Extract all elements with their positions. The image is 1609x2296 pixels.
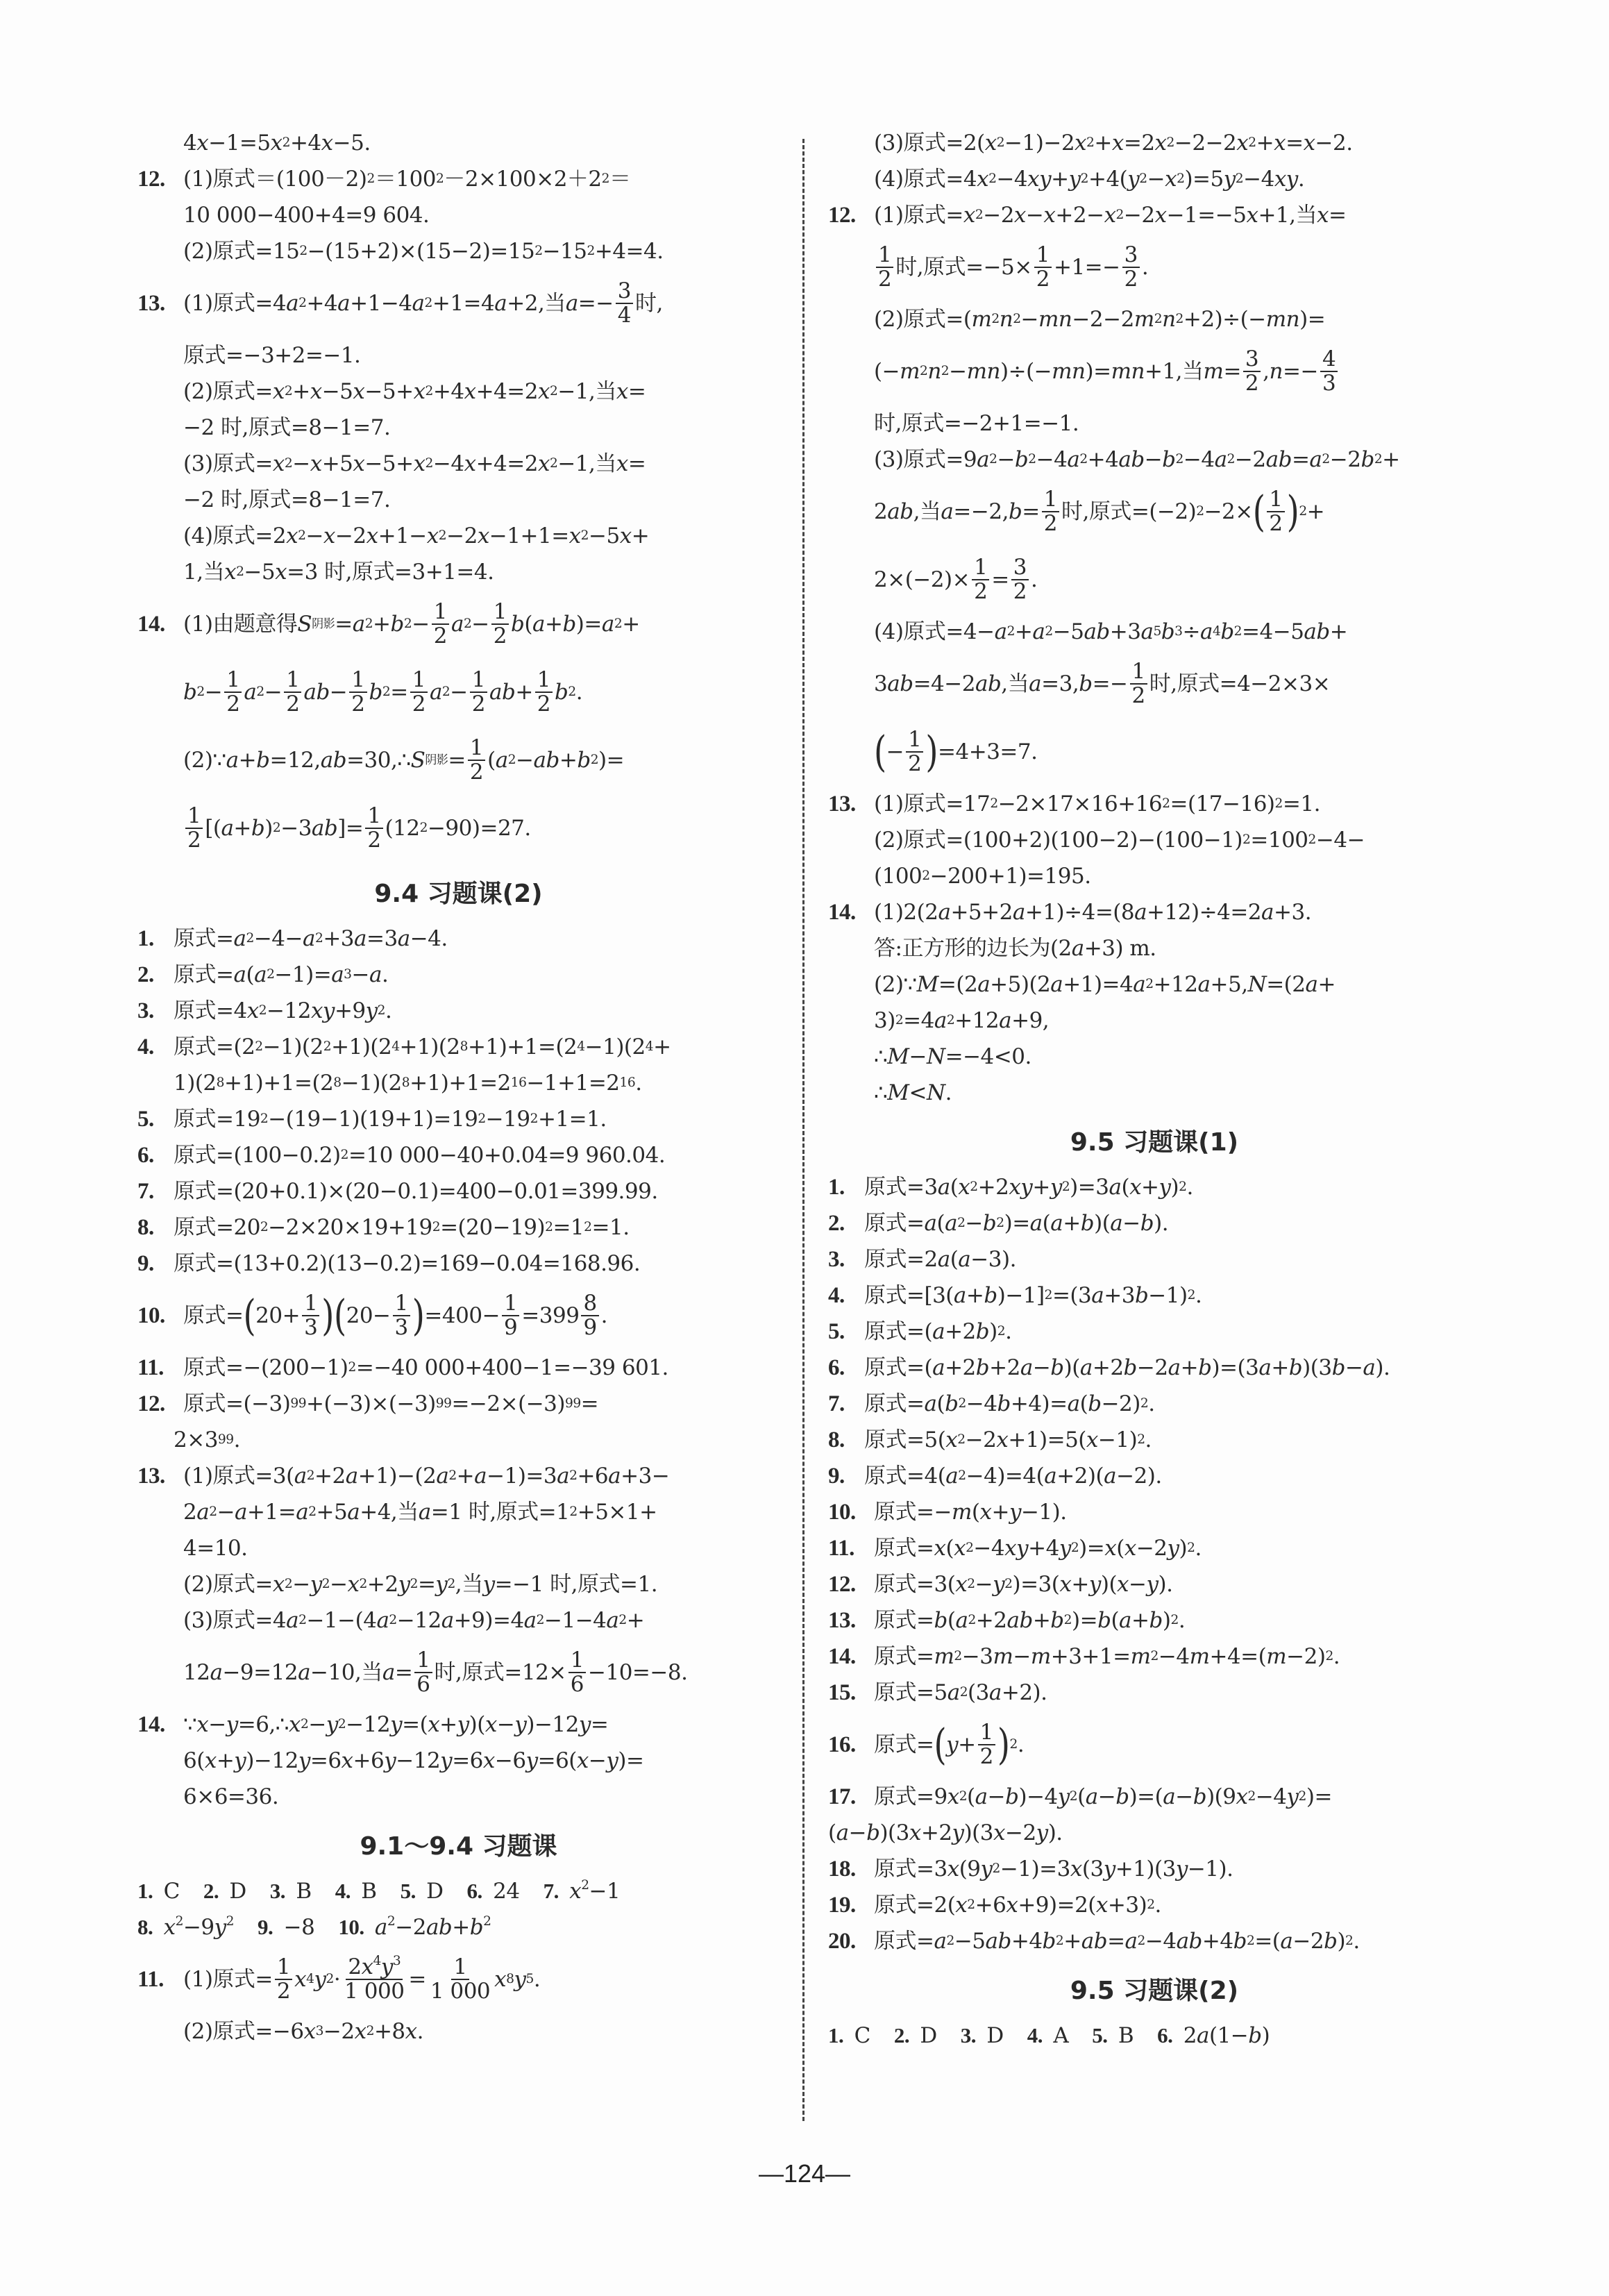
question-number: 13. <box>137 291 165 316</box>
answer-line <box>828 1458 1481 1494</box>
math-expression: (3)原式= x 2 − x +5 x −5+ x 2 −4 x +4=2 x 2 −1,当 x = <box>183 451 646 476</box>
fraction: $\frac{1}{2}$ <box>284 669 301 715</box>
math-expression: 原式=(−3) 99 +(−3)×(−3) 99 =−2×(−3) 99 = <box>183 1391 599 1416</box>
math-expression: 时,原式=−2+1=−1. <box>874 411 1079 436</box>
question-number: 7. <box>137 1179 154 1204</box>
choice-answer: 10. $a^2-2ab+b^2$ <box>338 1913 491 1940</box>
fraction: $\frac{3}{2}$ <box>1122 244 1140 290</box>
math-expression: (3)原式=2( x 2 −1)−2 x 2 + x =2 x 2 −2−2 x 2 + x = x −2. <box>874 131 1353 156</box>
choice-answer: 3. B <box>269 1879 312 1904</box>
answer-line <box>828 1314 1481 1350</box>
math-expression: 1)(2 8 +1)+1=(2 8 −1)(2 8 +1)+1=2 16 −1+1=2 16 . <box>174 1071 642 1096</box>
answer-line <box>137 269 780 337</box>
math-expression: 原式=−3+2=−1. <box>183 343 361 368</box>
math-expression: (2)原式=( m 2 n 2 − mn −2−2 m 2 n 2 +2)÷(− mn )= <box>874 307 1326 332</box>
math-expression: (2)原式=−6 x 3 −2 x 2 +8 x . <box>183 2019 423 2044</box>
answer-line <box>828 786 1481 822</box>
answer-line <box>137 1779 780 1815</box>
question-number: 18. <box>828 1857 856 1882</box>
fraction: $\frac{1}{2}$ <box>1034 244 1052 290</box>
answer-line <box>828 1494 1481 1530</box>
fraction: $\frac{2x^4y^3}{1 000}$ <box>344 1954 405 2004</box>
column-divider <box>802 139 804 2121</box>
math-expression: −2 时,原式=8−1=7. <box>183 487 391 512</box>
fraction: $\frac{1}{2}$ <box>978 1721 995 1768</box>
math-expression: (4)原式=4 x 2 −4 xy + y 2 +4( y 2 − x 2 )=5 y 2 −4 xy . <box>874 167 1305 192</box>
math-expression: (1)2(2 a +5+2 a +1)÷4=(8 a +12)÷4=2 a +3. <box>874 900 1312 925</box>
answer-line <box>137 446 780 482</box>
fraction: $\frac{1}{2}$ <box>470 669 487 715</box>
answer-line <box>828 161 1481 197</box>
question-number: 14. <box>137 1712 165 1737</box>
fraction: $\frac{3}{4}$ <box>616 280 633 326</box>
math-expression: ∴ M < N . <box>874 1080 952 1105</box>
math-expression: 原式=−(200−1) 2 =−40 000+400−1=−39 601. <box>183 1355 668 1380</box>
answer-line <box>137 726 780 794</box>
math-expression: 2×(−2)× $\frac{1}{2}$ = $\frac{3}{2}$ . <box>874 555 1038 604</box>
choice-answer: 6. 2a(1−b) <box>1157 2023 1270 2048</box>
math-expression: (2)原式=(100+2)(100−2)−(100−1) 2 =100 2 −4− <box>874 828 1365 853</box>
math-expression: 原式=19 2 −(19−1)(19+1)=19 2 −19 2 +1=1. <box>174 1107 607 1132</box>
answer-line <box>137 1494 780 1530</box>
question-number: 9. <box>828 1464 845 1489</box>
fraction: $\frac{1}{2}$ <box>468 737 485 783</box>
math-expression: 原式=( a +2 b +2 a − b )( a +2 b −2 a + b )=(3 a + b )(3 b − a ). <box>864 1355 1390 1380</box>
answer-line <box>828 1169 1481 1205</box>
answer-line <box>137 1566 780 1602</box>
answer-line <box>137 1101 780 1137</box>
math-expression: (4)原式=2 x 2 − x −2 x +1− x 2 −2 x −1+1= x 2 −5 x + <box>183 523 650 548</box>
right-column <box>828 125 1481 2054</box>
fraction: $\frac{1}{2}$ <box>972 556 989 603</box>
question-number: 12. <box>828 1572 856 1597</box>
choice-answer: 1. C <box>828 2023 870 2048</box>
math-expression: 答:正方形的边长为(2 a +3) m. <box>874 936 1156 961</box>
math-expression: (2)∵ M =(2 a +5)(2 a +1)=4 a 2 +12 a +5, N =(2 a + <box>874 972 1336 997</box>
choice-answer: 8. $x^2-9y^2$ <box>137 1913 234 1940</box>
math-expression: 原式=3( x 2 − y 2 )=3( x + y )( x − y ). <box>874 1572 1173 1597</box>
fraction: $\frac{1}{2}$ <box>1042 488 1059 535</box>
fraction: $\frac{1}{3}$ <box>302 1292 319 1339</box>
math-expression: 原式=(100−0.2) 2 =10 000−40+0.04=9 960.04. <box>174 1143 666 1168</box>
fraction: $\frac{3}{2}$ <box>1011 556 1029 603</box>
answer-line <box>137 921 780 957</box>
answer-line <box>828 442 1481 478</box>
answer-line <box>828 1386 1481 1422</box>
answer-line <box>828 1815 1481 1851</box>
math-expression: 1,当 x 2 −5 x =3 时,原式=3+1=4. <box>183 560 494 585</box>
answer-line <box>828 197 1481 233</box>
answer-line <box>137 337 780 374</box>
question-number: 12. <box>828 203 856 228</box>
answer-line <box>137 1602 780 1639</box>
math-expression: 原式= a ( a 2 − b 2 )= a ( a + b )( a − b ). <box>864 1211 1169 1236</box>
question-number: 19. <box>828 1893 856 1918</box>
question-number: 11. <box>828 1536 854 1561</box>
question-number: 11. <box>137 1967 164 1992</box>
math-expression: 4 x −1=5 x 2 +4 x −5. <box>183 131 371 156</box>
fraction: $\frac{1}{2}$ <box>1130 660 1147 707</box>
question-number: 2. <box>137 962 154 987</box>
answer-line <box>828 614 1481 650</box>
question-number: 11. <box>137 1355 164 1380</box>
question-number: 8. <box>828 1427 845 1452</box>
answer-line <box>828 1711 1481 1779</box>
math-expression: 原式= ( y + $\frac{1}{2}$ ) 2 . <box>874 1720 1025 1769</box>
answer-line <box>828 405 1481 442</box>
answer-line <box>137 2013 780 2050</box>
question-number: 10. <box>828 1500 856 1525</box>
page-number: —124— <box>758 2159 851 2188</box>
math-expression: (1)原式＝(100－2) 2 ＝100 2 －2×100×2＋2 2 ＝ <box>183 167 631 192</box>
math-expression: 原式=2( x 2 +6 x +9)=2( x +3) 2 . <box>874 1893 1161 1918</box>
question-number: 12. <box>137 1391 165 1416</box>
answer-line <box>137 1639 780 1707</box>
answer-line <box>828 966 1481 1003</box>
question-number: 4. <box>828 1283 845 1308</box>
math-expression: ( a − b )(3 x +2 y )(3 x −2 y ). <box>828 1820 1063 1845</box>
question-number: 9. <box>137 1251 154 1276</box>
fraction: $\frac{1}{6}$ <box>568 1649 586 1695</box>
left-column <box>137 125 780 2050</box>
question-number: 2. <box>828 1211 845 1236</box>
fraction: $\frac{1}{2}$ <box>349 669 367 715</box>
answer-line <box>137 1530 780 1566</box>
math-expression: 12 a −9=12 a −10,当 a = $\frac{1}{6}$ 时,原式=12× $\frac{1}{6}$ −10=−8. <box>183 1648 688 1697</box>
fraction: $\frac{1}{2}$ <box>876 244 893 290</box>
answer-line <box>137 374 780 410</box>
answer-line <box>137 197 780 233</box>
math-expression: (2)原式= x 2 + x −5 x −5+ x 2 +4 x +4=2 x 2 −1,当 x = <box>183 379 646 404</box>
fraction: $\frac{3}{2}$ <box>1243 348 1261 394</box>
answer-line <box>137 125 780 161</box>
answer-line <box>137 1743 780 1779</box>
answer-line <box>828 1350 1481 1386</box>
question-number: 17. <box>828 1784 856 1809</box>
question-number: 6. <box>137 1143 154 1168</box>
answer-line <box>828 1277 1481 1314</box>
fraction: $\frac{4}{3}$ <box>1320 348 1338 394</box>
answer-line <box>828 1039 1481 1075</box>
choice-answer: 7. $x^2-1$ <box>543 1877 621 1904</box>
math-expression: ( − $\frac{1}{2}$ ) =4+3=7. <box>874 727 1038 776</box>
question-number: 4. <box>137 1034 154 1059</box>
answer-line <box>828 301 1481 337</box>
answer-line <box>137 1246 780 1282</box>
fraction: $\frac{1}{2}$ <box>491 601 509 647</box>
answer-line <box>137 161 780 197</box>
math-expression: (3)原式=9 a 2 − b 2 −4 a 2 +4 ab − b 2 −4 a 2 −2 ab = a 2 −2 b 2 + <box>874 447 1400 472</box>
math-expression: 原式= a 2 −5 ab +4 b 2 + ab = a 2 −4 ab +4 b 2 =( a −2 b ) 2 . <box>874 1929 1360 1954</box>
question-number: 5. <box>137 1107 154 1132</box>
math-expression: 2 a 2 − a +1= a 2 +5 a +4,当 a =1 时,原式=1 2 +5×1+ <box>183 1500 657 1525</box>
fraction: $\frac{1}{9}$ <box>502 1292 519 1339</box>
question-number: 1. <box>137 926 154 951</box>
math-expression: 原式= a ( a 2 −1)= a 3 − a . <box>174 962 389 987</box>
answer-line <box>828 1851 1481 1887</box>
answer-line <box>828 478 1481 546</box>
math-expression: 原式= m 2 −3 m − m +3+1= m 2 −4 m +4=( m −2) 2 . <box>874 1644 1340 1669</box>
math-expression: 原式= x ( x 2 −4 xy +4 y 2 )= x ( x −2 y ) 2 . <box>874 1536 1202 1561</box>
choice-answer: 2. D <box>203 1879 246 1904</box>
question-number: 10. <box>137 1303 165 1328</box>
math-expression: ∵ x − y =6,∴ x 2 − y 2 −12 y =( x + y )( x − y )−12 y = <box>183 1712 609 1737</box>
math-expression: 4=10. <box>183 1536 248 1561</box>
choice-answer: 5. B <box>1092 2023 1134 2048</box>
answer-line <box>828 1923 1481 1959</box>
answer-line <box>828 1779 1481 1815</box>
math-expression: $\frac{1}{2}$ 时,原式=−5× $\frac{1}{2}$ +1=− $\frac{3}{2}$ . <box>874 244 1148 290</box>
fraction: $\frac{1}{2}$ <box>432 601 449 647</box>
answer-line <box>137 1350 780 1386</box>
fraction: $\frac{1}{2}$ <box>224 669 242 715</box>
math-expression: 原式=( a +2 b ) 2 . <box>864 1319 1012 1344</box>
question-number: 14. <box>828 900 856 925</box>
math-expression: −2 时,原式=8−1=7. <box>183 415 391 440</box>
question-number: 16. <box>828 1732 856 1757</box>
answer-line <box>828 546 1481 614</box>
math-expression: 原式= a 2 −4− a 2 +3 a =3 a −4. <box>174 926 448 951</box>
answer-line <box>828 1530 1481 1566</box>
math-expression: 原式=5( x 2 −2 x +1)=5( x −1) 2 . <box>864 1427 1152 1452</box>
math-expression: 2 ab ,当 a =−2, b = $\frac{1}{2}$ 时,原式=(−2) 2 −2× ( $\frac{1}{2}$ ) 2 + <box>874 487 1325 536</box>
choice-answer: 4. A <box>1027 2023 1069 2048</box>
answer-choices-row <box>828 2018 1481 2054</box>
answer-line <box>137 1707 780 1743</box>
question-number: 1. <box>828 1175 845 1200</box>
question-number: 13. <box>137 1464 165 1489</box>
section-title: 9.1～9.4 习题课 <box>360 1832 557 1861</box>
fraction: $\frac{1}{2}$ <box>185 805 203 851</box>
choice-answer: 2. D <box>893 2023 937 2048</box>
math-expression: (2)∵ a + b =12, ab =30,∴ S 阴影 = $\frac{1}{2}$ ( a 2 − ab + b 2 )= <box>183 735 625 785</box>
answer-line <box>137 1209 780 1246</box>
math-expression: 原式=2 a ( a −3). <box>864 1247 1016 1272</box>
math-expression: (1)原式=17 2 −2×17×16+16 2 =(17−16) 2 =1. <box>874 791 1320 816</box>
answer-line <box>828 1003 1481 1039</box>
math-expression: b 2 − $\frac{1}{2}$ a 2 − $\frac{1}{2}$ ab − $\frac{1}{2}$ b 2 = $\frac{1}{2}$ a 2 − $\frac{1}{2}$ ab + $\frac{1}{2}$ b 2 . <box>183 667 583 717</box>
question-number: 3. <box>828 1247 845 1272</box>
answer-line <box>828 337 1481 405</box>
answer-line <box>137 233 780 269</box>
math-expression: 10 000−400+4=9 604. <box>183 203 430 228</box>
answer-line <box>137 1065 780 1101</box>
answer-line <box>828 930 1481 966</box>
math-expression: 原式= b ( a 2 +2 ab + b 2 )= b ( a + b ) 2 . <box>874 1608 1186 1633</box>
math-expression: 原式= a ( b 2 −4 b +4)= a ( b −2) 2 . <box>864 1391 1155 1416</box>
answer-line <box>828 1602 1481 1639</box>
answer-line <box>828 1075 1481 1111</box>
answer-line <box>828 1639 1481 1675</box>
math-expression: 原式=9 x 2 ( a − b )−4 y 2 ( a − b )=( a − b )(9 x 2 −4 y 2 )= <box>874 1784 1332 1809</box>
math-expression: 原式= ( 20+ $\frac{1}{3}$ ) ( 20− $\frac{1}{3}$ ) =400− $\frac{1}{9}$ =399 $\frac{8}{9}$ . <box>183 1291 608 1340</box>
answer-line <box>137 957 780 993</box>
question-number: 3. <box>137 998 154 1023</box>
math-expression: 原式=[3( a + b )−1] 2 =(3 a +3 b −1) 2 . <box>864 1283 1202 1308</box>
question-number: 8. <box>137 1215 154 1240</box>
answer-line <box>137 554 780 590</box>
math-expression: (2)原式= x 2 − y 2 − x 2 +2 y 2 = y 2 ,当 y =−1 时,原式=1. <box>183 1572 658 1597</box>
math-expression: 原式=(20+0.1)×(20−0.1)=400−0.01=399.99. <box>174 1179 658 1204</box>
answer-line <box>137 1137 780 1173</box>
answer-line <box>137 1386 780 1422</box>
math-expression: (1)由题意得 S 阴影 = a 2 + b 2 − $\frac{1}{2}$ a 2 − $\frac{1}{2}$ b ( a + b )= a 2 + <box>183 599 640 648</box>
section-title: 9.5 习题课(2) <box>1070 1977 1239 2005</box>
math-expression: (1)原式=3( a 2 +2 a +1)−(2 a 2 + a −1)=3 a 2 +6 a +3− <box>183 1464 670 1489</box>
question-number: 6. <box>828 1355 845 1380</box>
math-expression: (1)原式= x 2 −2 x − x +2− x 2 −2 x −1=−5 x +1,当 x = <box>874 203 1347 228</box>
answer-line <box>828 858 1481 894</box>
answer-line <box>137 590 780 658</box>
section-title: 9.5 习题课(1) <box>1070 1128 1239 1157</box>
answer-line <box>828 822 1481 858</box>
answer-line <box>828 650 1481 718</box>
answer-line <box>137 794 780 862</box>
math-expression: 原式=3 x (9 y 2 −1)=3 x (3 y +1)(3 y −1). <box>874 1857 1233 1882</box>
math-expression: (1)原式=4 a 2 +4 a +1−4 a 2 +1=4 a +2,当 a =− $\frac{3}{4}$ 时, <box>183 278 663 328</box>
answer-line <box>828 1675 1481 1711</box>
answer-line <box>828 1566 1481 1602</box>
fraction: $\frac{1}{6}$ <box>414 1649 432 1695</box>
math-expression: 2×3 99 . <box>174 1427 240 1452</box>
question-number: 13. <box>828 1608 856 1633</box>
answer-line <box>137 518 780 554</box>
choice-answer: 5. D <box>400 1879 444 1904</box>
choice-answer: 3. D <box>960 2023 1004 2048</box>
fraction: $\frac{1}{2}$ <box>535 669 553 715</box>
math-expression: (4)原式=4− a 2 + a 2 −5 ab +3 a 5 b 3 ÷ a 4 b 2 =4−5 ab + <box>874 619 1348 644</box>
fraction: $\frac{1}{3}$ <box>393 1292 410 1339</box>
fraction: $\frac{1}{1 000}$ <box>430 1954 491 2004</box>
answer-line <box>137 1945 780 2013</box>
answer-line <box>828 1887 1481 1923</box>
question-number: 14. <box>828 1644 856 1669</box>
answer-line <box>828 1205 1481 1241</box>
math-expression: ∴ M − N =−4<0. <box>874 1044 1031 1069</box>
math-expression: 原式=− m ( x + y −1). <box>874 1500 1067 1525</box>
math-expression: 3) 2 =4 a 2 +12 a +9, <box>874 1008 1050 1033</box>
answer-line <box>828 1422 1481 1458</box>
fraction: $\frac{1}{2}$ <box>1267 488 1284 535</box>
answer-line <box>137 1029 780 1065</box>
answer-line <box>137 482 780 518</box>
answer-line <box>828 233 1481 301</box>
question-number: 14. <box>137 612 165 637</box>
fraction: $\frac{1}{2}$ <box>906 728 923 775</box>
math-expression: 原式=(2 2 −1)(2 2 +1)(2 4 +1)(2 8 +1)+1=(2 4 −1)(2 4 + <box>174 1034 671 1059</box>
answer-line <box>828 894 1481 930</box>
math-expression: (3)原式=4 a 2 −1−(4 a 2 −12 a +9)=4 a 2 −1−4 a 2 + <box>183 1608 645 1633</box>
answer-line <box>828 718 1481 786</box>
question-number: 20. <box>828 1929 856 1954</box>
question-number: 7. <box>828 1391 845 1416</box>
answer-line <box>137 658 780 726</box>
section-title: 9.4 习题课(2) <box>374 880 543 908</box>
math-expression: (2)原式=15 2 −(15+2)×(15−2)=15 2 −15 2 +4=4. <box>183 239 664 264</box>
choice-answer: 9. −8 <box>258 1915 315 1940</box>
choice-answer: 4. B <box>335 1879 377 1904</box>
math-expression: (− m 2 n 2 − mn )÷(− mn )= mn +1,当 m = $\frac{3}{2}$ , n =− $\frac{4}{3}$ <box>874 348 1340 394</box>
math-expression: 原式=4 x 2 −12 xy +9 y 2 . <box>174 998 392 1023</box>
math-expression: (100 2 −200+1)=195. <box>874 864 1091 889</box>
question-number: 15. <box>828 1680 856 1705</box>
answer-line <box>137 1422 780 1458</box>
math-expression: 6×6=36. <box>183 1784 279 1809</box>
math-expression: (1)原式= $\frac{1}{2}$ x 4 y 2 · $\frac{2x^4y^3}{1 000}$ = $\frac{1}{1 000}$ x 8 y 5 . <box>183 1954 541 2004</box>
answer-line <box>137 993 780 1029</box>
question-number: 12. <box>137 167 165 192</box>
math-expression: 6( x + y )−12 y =6 x +6 y −12 y =6 x −6 y =6( x − y )= <box>183 1748 644 1773</box>
answer-choices-row <box>137 1909 780 1945</box>
math-expression: 3 ab =4−2 ab ,当 a =3, b =− $\frac{1}{2}$ 时,原式=4−2×3× <box>874 659 1331 708</box>
math-expression: 原式=5 a 2 (3 a +2). <box>874 1680 1047 1705</box>
fraction: $\frac{1}{2}$ <box>365 805 382 851</box>
answer-line <box>137 1173 780 1209</box>
math-expression: 原式=20 2 −2×20×19+19 2 =(20−19) 2 =1 2 =1. <box>174 1215 630 1240</box>
math-expression: 原式=3 a ( x 2 +2 xy + y 2 )=3 a ( x + y ) 2 . <box>864 1175 1193 1200</box>
choice-answer: 1. C <box>137 1879 180 1904</box>
answer-line <box>828 1241 1481 1277</box>
math-expression: $\frac{1}{2}$ [( a + b ) 2 −3 ab ]= $\frac{1}{2}$ (12 2 −90)=27. <box>183 805 531 851</box>
question-number: 13. <box>828 791 856 816</box>
answer-choices-row <box>137 1873 780 1909</box>
math-expression: 原式=(13+0.2)(13−0.2)=169−0.04=168.96. <box>174 1251 641 1276</box>
fraction: $\frac{1}{2}$ <box>410 669 428 715</box>
answer-line <box>828 125 1481 161</box>
question-number: 5. <box>828 1319 845 1344</box>
fraction: $\frac{1}{2}$ <box>275 1956 292 2002</box>
fraction: $\frac{8}{9}$ <box>581 1292 598 1339</box>
answer-line <box>137 410 780 446</box>
math-expression: 原式=4( a 2 −4)=4( a +2)( a −2). <box>864 1464 1162 1489</box>
answer-line <box>137 1458 780 1494</box>
choice-answer: 6. 24 <box>466 1879 520 1904</box>
answer-line <box>137 1282 780 1350</box>
